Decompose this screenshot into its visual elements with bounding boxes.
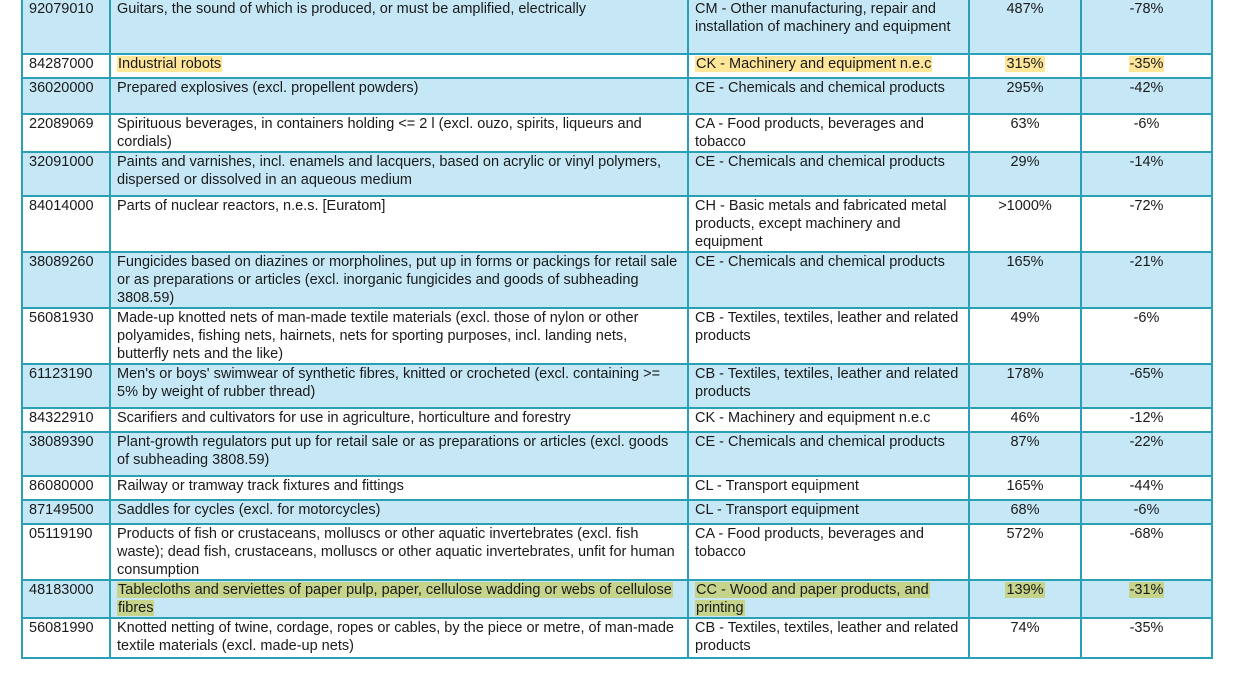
change-percent-cell [969,54,1081,78]
change-percent-2-cell [1081,500,1212,524]
change-percent-cell [969,580,1081,618]
product-code-cell [22,432,110,476]
product-description-text: Plant-growth regulators put up for retail sale or as preparations or articles (excl. goods of subheading 3808.59) [117,434,669,468]
change-percent-2-cell [1081,252,1212,308]
sector-text: CK - Machinery and equipment n.e.c [695,410,931,426]
sector-text: CH - Basic metals and fabricated metal products, except machinery and equipment [695,198,947,250]
change-percent-text: 29% [1010,154,1040,170]
product-code-cell [22,364,110,408]
sector-text: CK - Machinery and equipment n.e.c [696,56,932,72]
change-percent-2-text: -78% [1129,1,1164,17]
change-percent-cell [969,618,1081,658]
product-code-text: 86080000 [29,478,94,494]
sector-text: CL - Transport equipment [695,478,859,494]
change-percent-cell [969,500,1081,524]
product-code-text: 56081930 [29,310,94,326]
change-percent-2-cell [1081,432,1212,476]
product-description-text: Made-up knotted nets of man-made textile materials (excl. those of nylon or other polyamides, fishing nets, hairnets, nets for sporting purposes, incl. landing nets, butterfly nets and the like) [117,310,639,362]
product-description-cell [110,0,688,54]
table-row [22,476,1212,500]
product-description-cell [110,476,688,500]
product-code-text: 84014000 [29,198,94,214]
change-percent-text: 74% [1010,620,1040,636]
sector-cell [688,476,969,500]
product-description-text: Knotted netting of twine, cordage, ropes or cables, by the piece or metre, of man-made textile materials (excl. made-up nets) [117,620,674,654]
change-percent-text: 139% [1006,582,1044,598]
table-row [22,432,1212,476]
sector-cell [688,54,969,78]
product-code-text: 84287000 [29,56,94,72]
sector-text: CE - Chemicals and chemical products [695,254,945,270]
product-description-text: Fungicides based on diazines or morpholines, put up in forms or packings for retail sale or as preparations or articles (excl. inorganic fungicides and goods of subheading 3808.59) [117,254,678,306]
product-code-cell [22,152,110,196]
table-row [22,114,1212,152]
change-percent-2-text: -21% [1129,254,1164,270]
sector-text: CC - Wood and paper products, and printing [696,582,929,616]
change-percent-text: 49% [1010,310,1040,326]
product-description-text: Prepared explosives (excl. propellent powders) [117,80,419,96]
change-percent-2-cell [1081,78,1212,114]
change-percent-2-text: -68% [1129,526,1164,542]
sector-cell [688,308,969,364]
change-percent-cell [969,364,1081,408]
product-description-cell [110,152,688,196]
change-percent-text: 87% [1010,434,1040,450]
change-percent-2-text: -6% [1133,310,1160,326]
change-percent-cell [969,78,1081,114]
product-description-text: Tablecloths and serviettes of paper pulp, paper, cellulose wadding or webs of cellulose fibres [118,582,672,616]
product-description-cell [110,618,688,658]
change-percent-2-cell [1081,196,1212,252]
product-code-cell [22,0,110,54]
product-description-cell [110,54,688,78]
product-code-cell [22,78,110,114]
product-code-text: 56081990 [29,620,94,636]
change-percent-2-text: -42% [1129,80,1164,96]
sector-cell [688,252,969,308]
change-percent-2-text: -31% [1129,582,1164,598]
product-code-text: 92079010 [29,1,94,17]
change-percent-cell [969,308,1081,364]
table-row [22,408,1212,432]
sector-text: CE - Chemicals and chemical products [695,80,945,96]
change-percent-2-text: -72% [1129,198,1164,214]
sector-cell [688,408,969,432]
table-row [22,308,1212,364]
table-row [22,196,1212,252]
change-percent-cell [969,114,1081,152]
sector-cell [688,618,969,658]
product-description-text: Parts of nuclear reactors, n.e.s. [Euratom] [117,198,386,214]
product-description-cell [110,500,688,524]
change-percent-cell [969,0,1081,54]
product-code-cell [22,252,110,308]
product-description-text: Scarifiers and cultivators for use in agriculture, horticulture and forestry [117,410,571,426]
change-percent-text: 295% [1006,80,1044,96]
product-description-text: Industrial robots [118,56,222,72]
change-percent-2-text: -35% [1129,620,1164,636]
product-description-cell [110,432,688,476]
change-percent-2-text: -14% [1129,154,1164,170]
product-description-cell [110,524,688,580]
product-description-cell [110,114,688,152]
change-percent-cell [969,408,1081,432]
product-table-body [22,0,1212,658]
change-percent-cell [969,252,1081,308]
table-row [22,500,1212,524]
product-code-text: 05119190 [29,526,93,542]
table-row [22,0,1212,54]
change-percent-text: 315% [1006,56,1044,72]
change-percent-cell [969,524,1081,580]
product-description-cell [110,78,688,114]
sector-cell [688,152,969,196]
sector-cell [688,0,969,54]
product-code-cell [22,308,110,364]
product-code-text: 84322910 [29,410,94,426]
change-percent-text: 178% [1006,366,1044,382]
product-description-text: Paints and varnishes, incl. enamels and lacquers, based on acrylic or vinyl polymers, dispersed or dissolved in an aqueous medium [117,154,662,188]
product-code-cell [22,500,110,524]
table-row [22,54,1212,78]
change-percent-2-cell [1081,0,1212,54]
sector-cell [688,196,969,252]
change-percent-text: 165% [1006,254,1044,270]
product-code-text: 48183000 [29,582,94,598]
table-row [22,580,1212,618]
sector-cell [688,432,969,476]
change-percent-2-cell [1081,308,1212,364]
product-description-cell [110,196,688,252]
change-percent-text: 572% [1006,526,1044,542]
change-percent-text: >1000% [998,198,1052,214]
change-percent-text: 68% [1010,502,1040,518]
product-code-cell [22,196,110,252]
change-percent-2-cell [1081,54,1212,78]
sector-text: CE - Chemicals and chemical products [695,434,945,450]
change-percent-cell [969,152,1081,196]
change-percent-2-cell [1081,364,1212,408]
product-description-text: Men's or boys' swimwear of synthetic fibres, knitted or crocheted (excl. containing >= 5% by weight of rubber thread) [117,366,661,400]
change-percent-2-cell [1081,476,1212,500]
change-percent-2-cell [1081,152,1212,196]
sector-cell [688,364,969,408]
sector-text: CM - Other manufacturing, repair and installation of machinery and equipment [695,1,951,35]
product-code-text: 36020000 [29,80,94,96]
sector-text: CA - Food products, beverages and tobacco [695,116,924,150]
product-code-cell [22,408,110,432]
product-description-text: Products of fish or crustaceans, molluscs or other aquatic invertebrates (excl. fish waste); dead fish, crustaceans, molluscs or other aquatic invertebrates, unfit for human consumption [117,526,675,578]
change-percent-2-text: -65% [1129,366,1164,382]
table-row [22,364,1212,408]
sector-cell [688,580,969,618]
sector-text: CE - Chemicals and chemical products [695,154,945,170]
change-percent-text: 63% [1010,116,1040,132]
table-row [22,152,1212,196]
sector-text: CB - Textiles, textiles, leather and related products [695,366,959,400]
change-percent-2-text: -6% [1133,502,1160,518]
product-code-text: 38089390 [29,434,94,450]
sector-cell [688,114,969,152]
change-percent-2-cell [1081,524,1212,580]
table-row [22,252,1212,308]
product-code-text: 38089260 [29,254,94,270]
product-description-text: Spirituous beverages, in containers holding <= 2 l (excl. ouzo, spirits, liqueurs and cordials) [117,116,642,150]
product-code-cell [22,524,110,580]
product-code-cell [22,476,110,500]
change-percent-text: 46% [1010,410,1040,426]
sector-cell [688,524,969,580]
sector-cell [688,500,969,524]
change-percent-2-cell [1081,618,1212,658]
product-code-text: 22089069 [29,116,94,132]
product-description-text: Guitars, the sound of which is produced, or must be amplified, electrically [117,1,587,17]
change-percent-2-text: -6% [1133,116,1160,132]
product-code-cell [22,618,110,658]
change-percent-2-text: -22% [1129,434,1164,450]
product-code-text: 87149500 [29,502,94,518]
product-code-cell [22,54,110,78]
sector-text: CB - Textiles, textiles, leather and related products [695,620,959,654]
change-percent-2-cell [1081,114,1212,152]
product-code-cell [22,580,110,618]
sector-text: CB - Textiles, textiles, leather and related products [695,310,959,344]
product-description-text: Saddles for cycles (excl. for motorcycles) [117,502,381,518]
product-table [21,0,1213,659]
product-code-cell [22,114,110,152]
sector-text: CL - Transport equipment [695,502,859,518]
change-percent-2-text: -12% [1129,410,1164,426]
product-code-text: 32091000 [29,154,94,170]
change-percent-2-cell [1081,580,1212,618]
product-description-cell [110,580,688,618]
change-percent-text: 165% [1006,478,1044,494]
change-percent-2-cell [1081,408,1212,432]
product-description-text: Railway or tramway track fixtures and fittings [117,478,404,494]
table-row [22,524,1212,580]
change-percent-cell [969,432,1081,476]
change-percent-text: 487% [1006,1,1044,17]
product-description-cell [110,408,688,432]
product-description-cell [110,252,688,308]
product-description-cell [110,364,688,408]
change-percent-2-text: -35% [1129,56,1164,72]
table-row [22,618,1212,658]
change-percent-cell [969,196,1081,252]
change-percent-2-text: -44% [1129,478,1164,494]
product-code-text: 61123190 [29,366,93,382]
sector-cell [688,78,969,114]
product-description-cell [110,308,688,364]
change-percent-cell [969,476,1081,500]
sector-text: CA - Food products, beverages and tobacco [695,526,924,560]
table-row [22,78,1212,114]
